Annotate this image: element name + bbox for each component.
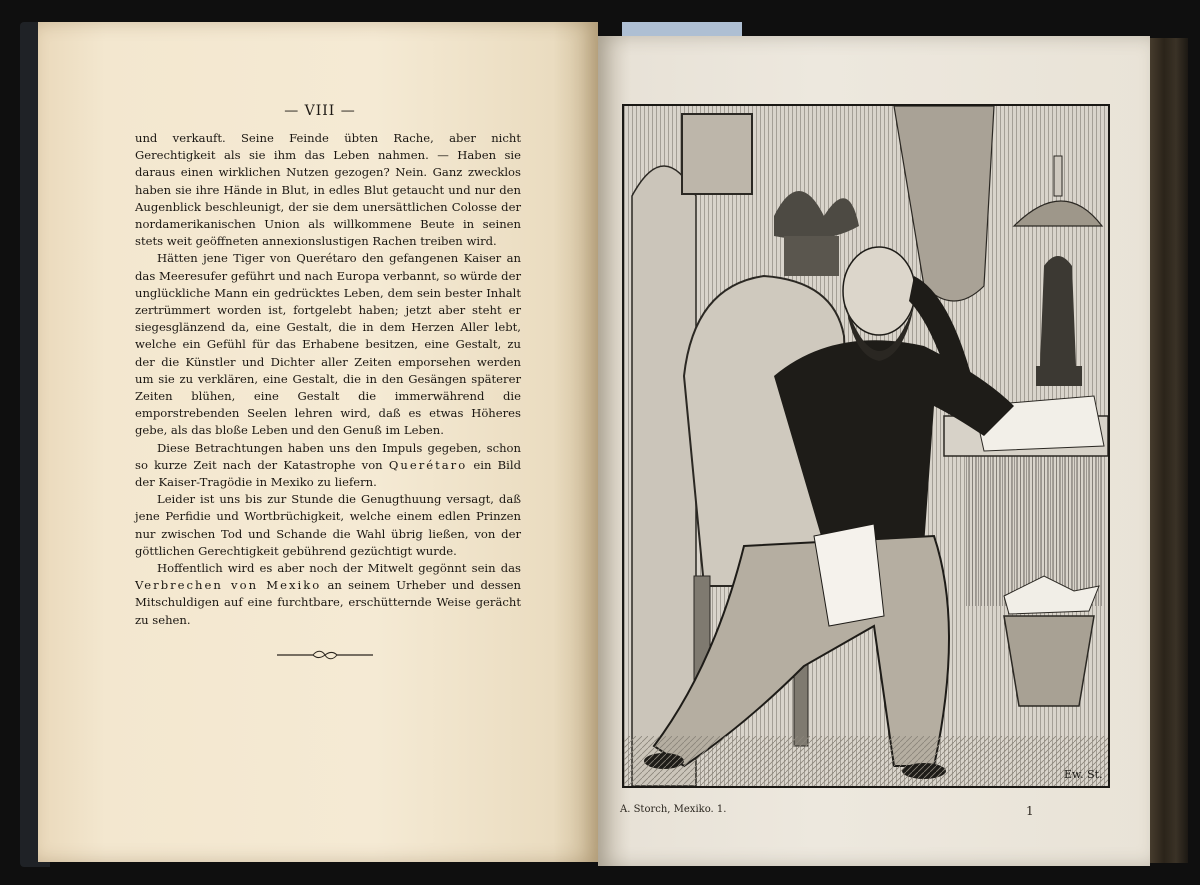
bookmark-ribbon bbox=[622, 22, 742, 36]
engraving-illustration bbox=[624, 106, 1108, 786]
left-page-text bbox=[135, 130, 521, 629]
archway bbox=[632, 166, 696, 786]
paragraph-4: Leider ist uns bis zur Stunde die Genugthuung versagt, daß jene Perfidie und Wortbrüchigkeit, welche einem edlen Prinzen nur zwischen Tod und Schande die Wahl übrig ließen, von der göttlichen Gerechtigkeit gebührend gezüchtigt wurde. bbox=[135, 492, 521, 558]
printer-signature: A. Storch, Mexiko. 1. bbox=[620, 804, 727, 815]
paragraph-1: und verkauft. Seine Feinde übten Rache, aber nicht Gerechtigkeit als sie ihm das Leben nahmen. — Haben sie daraus einen wirklichen Nutzen gezogen? Nein. Ganz zwecklos haben sie ihre Hände in Blut, in edles Blut getaucht und nur den Augenblick beschleunigt, der sie dem unersättlichen Colosse der nordamerikanischen Union als willkommene Beute in seinen stets weit geöffneten annexionslustigen Rachen treiben wird. bbox=[135, 131, 521, 249]
paragraph-2: Hätten jene Tiger von Querétaro den gefangenen Kaiser an das Meeresufer geführt und nach Europa verbannt, so würde der unglückliche Mann ein gedrücktes Leben, dem sein bester Inhalt zertrümmert worden ist, fortgelebt haben; jetzt aber steht er siegesglänzend da, eine Gestalt, die in dem Herzen Aller lebt, welche ein Gefühl für das Erhabene besitzen, eine Gestalt, zu der die Künstler und Dichter aller Zeiten emporsehen werden um sie zu verklären, eine Gestalt, die in den Gesängen späterer Zeiten blühen, eine Gestalt die immerwährend die emporstrebenden Seelen lehren wird, daß es etwas Höheres gebe, als das bloße Leben und den Genuß im Leben. bbox=[135, 251, 521, 438]
paragraph-5 bbox=[135, 560, 521, 629]
desk bbox=[944, 396, 1108, 606]
place-name-queretaro: Querétaro bbox=[388, 457, 468, 472]
floor bbox=[624, 736, 1108, 786]
plate-number: 1 bbox=[1026, 804, 1034, 818]
engraver-signature: Ew. St. bbox=[1064, 768, 1103, 781]
paragraph-3-before: Diese Betrachtungen haben uns den Impuls gegeben, schon so kurze Zeit nach der Katastrophe von bbox=[135, 440, 521, 472]
end-ornament bbox=[275, 648, 375, 662]
paragraph-5-after: an seinem Urheber und dessen Mitschuldigen auf eine furchtbare, erschütternde Weise gerächt zu sehen. bbox=[135, 578, 521, 627]
book-cover-right-edge bbox=[1148, 38, 1188, 863]
page-number: — VIII — bbox=[284, 103, 356, 119]
engraving-plate bbox=[622, 104, 1110, 788]
paragraph-5-before: Hoffentlich wird es aber noch der Mitwelt gegönnt sein das bbox=[157, 561, 521, 576]
paragraph-3-after: ein Bild der Kaiser-Tragödie in Mexiko zu liefern. bbox=[135, 457, 522, 490]
phrase-verbrechen-von-mexiko: Verbrechen von Mexiko bbox=[135, 578, 322, 593]
paragraph-3 bbox=[135, 440, 521, 492]
wall-picture-frame bbox=[682, 114, 752, 194]
